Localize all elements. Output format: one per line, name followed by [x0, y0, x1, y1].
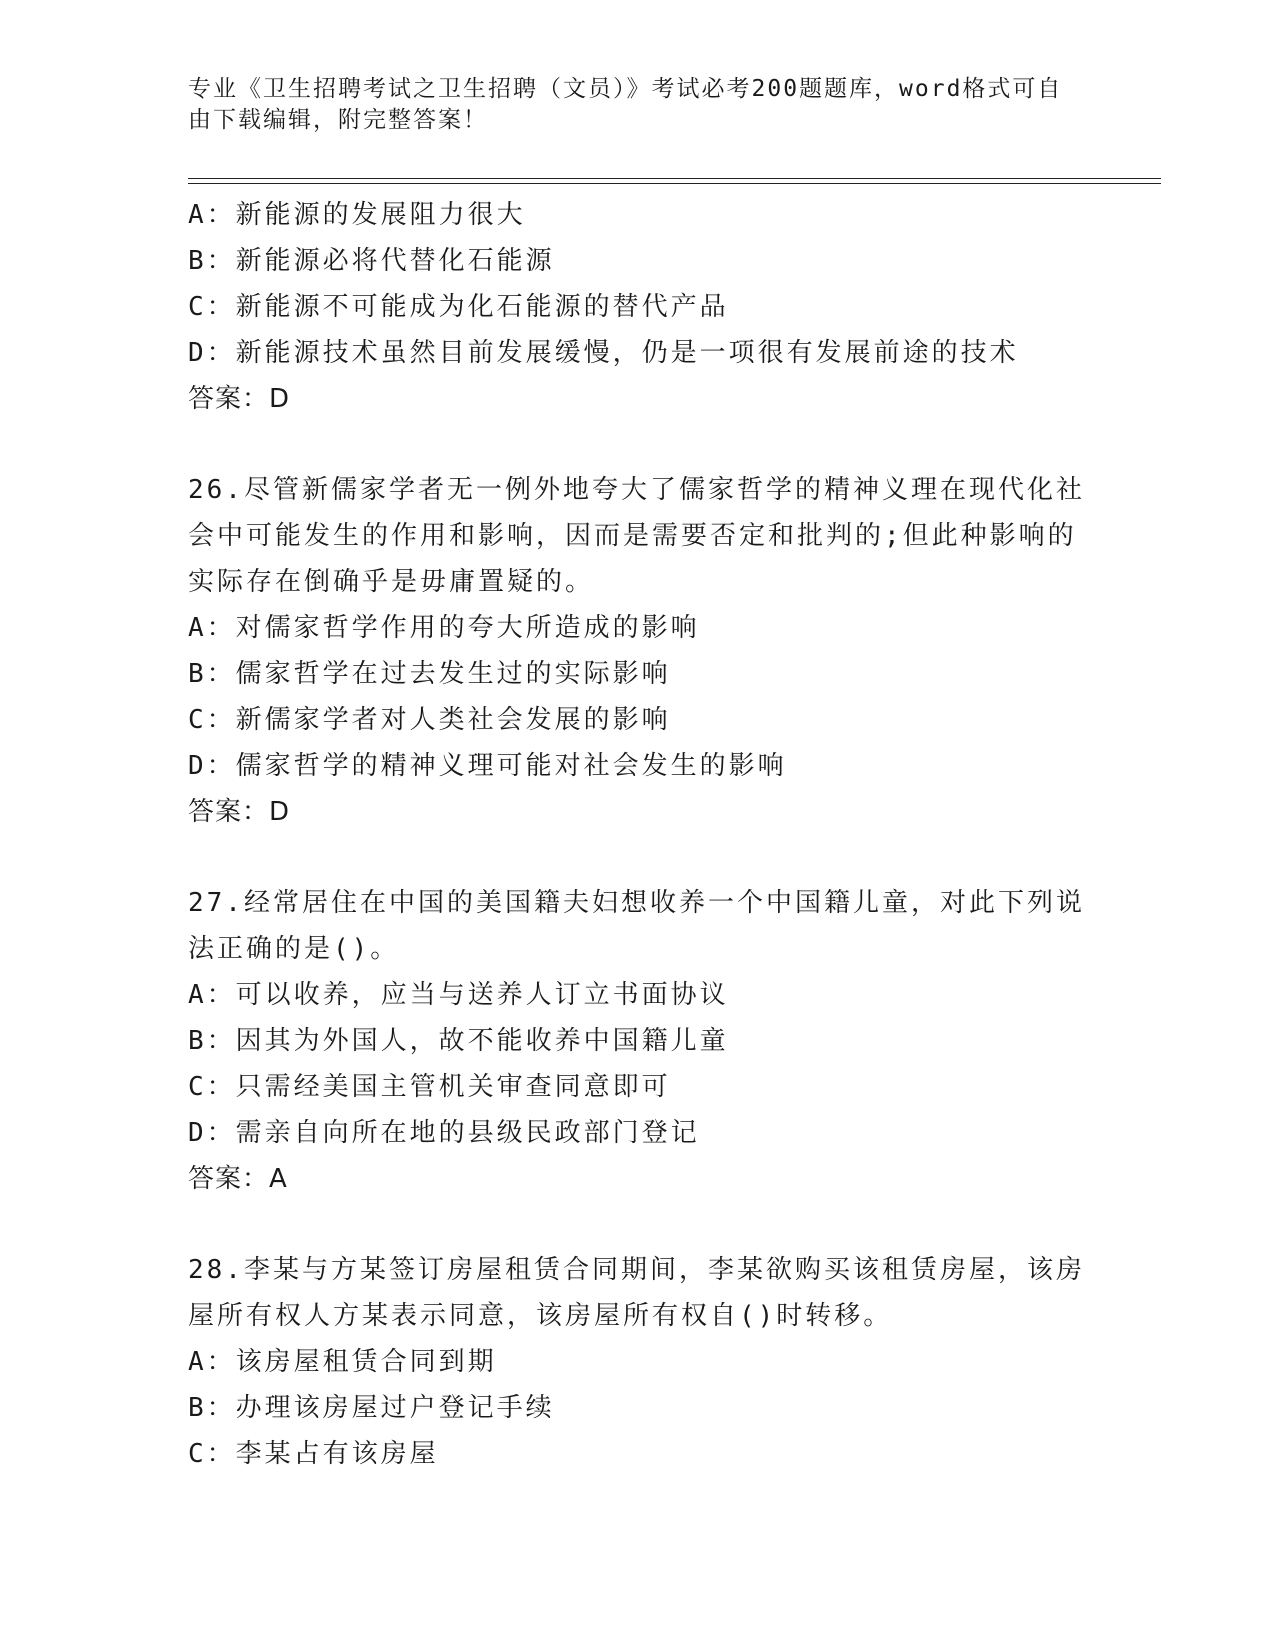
option-d: D：需亲自向所在地的县级民政部门登记	[188, 1118, 700, 1148]
question-text-line: 法正确的是()。	[188, 934, 400, 964]
option-c: C：李某占有该房屋	[188, 1439, 439, 1469]
block-spacer	[188, 835, 1088, 880]
question-text-line: 27.经常居住在中国的美国籍夫妇想收养一个中国籍儿童，对此下列说	[188, 888, 1085, 918]
option-a: A：对儒家哲学作用的夸大所造成的影响	[188, 613, 700, 643]
option-c: C：新能源不可能成为化石能源的替代产品	[188, 292, 729, 322]
header-divider	[188, 178, 1161, 179]
option-b: B：办理该房屋过户登记手续	[188, 1393, 555, 1423]
option-a: A：新能源的发展阻力很大	[188, 200, 526, 230]
option-c: C：只需经美国主管机关审查同意即可	[188, 1072, 671, 1102]
block-spacer	[188, 1202, 1088, 1247]
question-block	[188, 880, 1088, 1202]
option-c: C：新儒家学者对人类社会发展的影响	[188, 705, 671, 735]
option-d: D：新能源技术虽然目前发展缓慢，仍是一项很有发展前途的技术	[188, 338, 1019, 368]
question-list	[188, 192, 1088, 1477]
question-text-line: 会中可能发生的作用和影响，因而是需要否定和批判的;但此种影响的	[188, 521, 1077, 551]
option-b: B：儒家哲学在过去发生过的实际影响	[188, 659, 671, 689]
question-text-line: 28.李某与方某签订房屋租赁合同期间，李某欲购买该租赁房屋，该房	[188, 1255, 1085, 1285]
option-b: B：因其为外国人，故不能收养中国籍儿童	[188, 1026, 729, 1056]
header-line: 由下载编辑，附完整答案！	[188, 107, 488, 133]
question-text-line: 26.尽管新儒家学者无一例外地夸大了儒家哲学的精神义理在现代化社	[188, 475, 1085, 505]
question-block	[188, 467, 1088, 835]
answer-line: 答案：A	[188, 1164, 288, 1194]
block-spacer	[188, 422, 1088, 467]
option-b: B：新能源必将代替化石能源	[188, 246, 555, 276]
answer-line: 答案：D	[188, 797, 291, 827]
header-divider	[188, 183, 1161, 184]
question-text-line: 实际存在倒确乎是毋庸置疑的。	[188, 567, 595, 597]
option-a: A：可以收养，应当与送养人订立书面协议	[188, 980, 729, 1010]
document-header	[188, 74, 1078, 136]
header-line: 专业《卫生招聘考试之卫生招聘（文员）》考试必考200题题库，word格式可自	[188, 76, 1063, 102]
question-text-line: 屋所有权人方某表示同意，该房屋所有权自()时转移。	[188, 1301, 893, 1331]
option-a: A：该房屋租赁合同到期	[188, 1347, 497, 1377]
option-d: D：儒家哲学的精神义理可能对社会发生的影响	[188, 751, 787, 781]
question-block	[188, 192, 1088, 422]
answer-line: 答案：D	[188, 384, 291, 414]
question-block	[188, 1247, 1088, 1477]
